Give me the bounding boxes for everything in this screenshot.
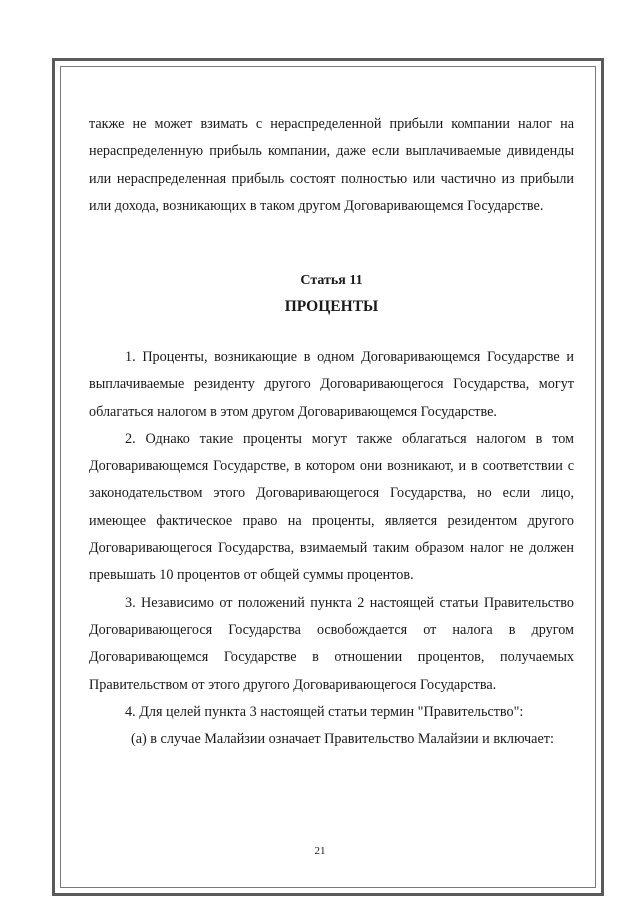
paragraph-2: 2. Однако такие проценты могут также облагаться налогом в том Договаривающемся Государстве, в котором они возникают, и в соответствии с законодательством этого Договаривающегося Государства, но если лицо, имеющее фактическое право на проценты, является резидентом другого Договаривающегося Государства, взимаемый таким образом налог не должен превышать 10 процентов от общей суммы процентов. — [89, 430, 574, 584]
article-number: Статья 11 — [300, 273, 363, 288]
article-title: ПРОЦЕНТЫ — [284, 298, 379, 315]
paragraph-4a: (а) в случае Малайзии означает Правительство Малайзии и включает: — [131, 731, 554, 748]
article-paragraphs — [89, 344, 574, 753]
article-heading — [89, 270, 574, 322]
page-number: 21 — [314, 845, 326, 857]
intro-paragraph: также не может взимать с нераспределенной прибыли компании налог на нераспределенную прибыль компании, даже если выплачиваемые дивиденды или нераспределенная прибыль состоят полностью или частично из прибыли или дохода, возникающих в таком другом Договаривающемся Государстве. — [89, 116, 574, 214]
paragraph-3: 3. Независимо от положений пункта 2 настоящей статьи Правительство Договаривающегося Государства освобождается от налога в другом Договаривающемся Государстве в отношении процентов, получаемых Правительством от этого другого Договаривающегося Государства. — [89, 594, 574, 693]
paragraph-4: 4. Для целей пункта 3 настоящей статьи термин "Правительство": — [125, 703, 524, 720]
document-body — [89, 111, 574, 220]
paragraph-1: 1. Проценты, возникающие в одном Договаривающемся Государстве и выплачиваемые резиденту другого Договаривающегося Государства, могут облагаться налогом в этом другом Договаривающемся Государстве. — [89, 349, 574, 420]
